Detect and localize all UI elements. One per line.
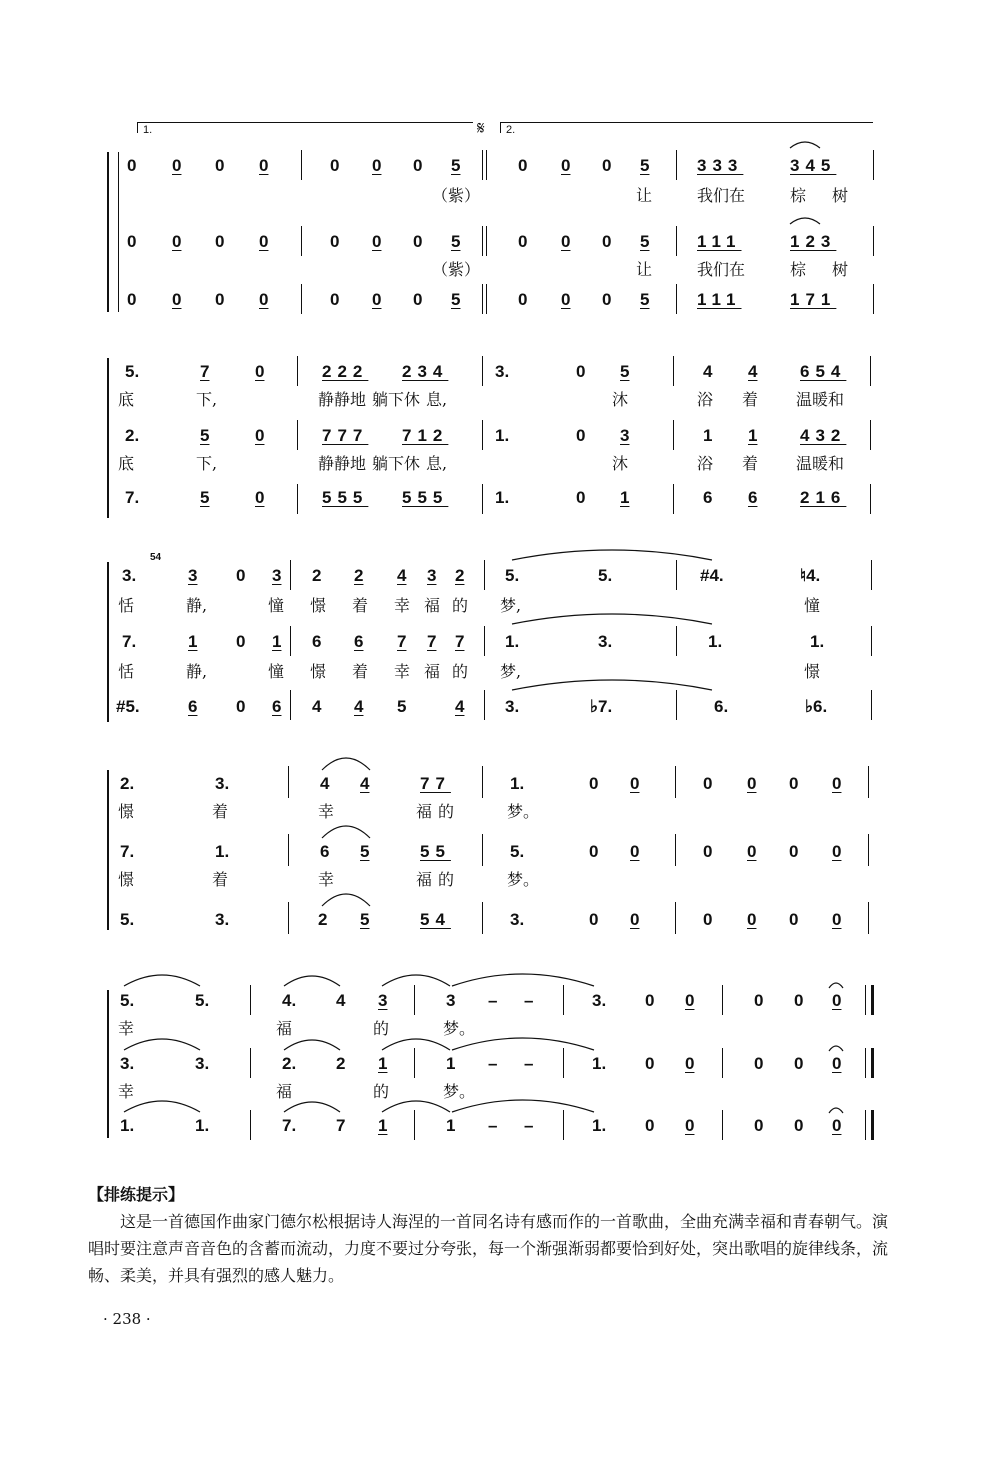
note: 1 (272, 632, 282, 651)
note: 2. (120, 774, 135, 793)
note: 654 (800, 362, 847, 381)
note: 1 (188, 632, 198, 651)
note: 77 (420, 774, 451, 793)
slur (284, 1040, 340, 1050)
note: 0 (236, 632, 246, 651)
lyric: 着 (352, 596, 369, 615)
note: – (488, 991, 498, 1010)
note: 216 (800, 488, 847, 507)
note: 7 (427, 632, 437, 651)
note: 0 (518, 290, 528, 309)
note: 1. (810, 632, 825, 651)
note: 0 (215, 232, 225, 251)
note: 1 (703, 426, 713, 445)
note: 5. (125, 362, 140, 381)
lyric: 躺下休 (372, 390, 421, 409)
lyric: 着 (212, 870, 229, 889)
note: 0 (413, 232, 423, 251)
slur (382, 1039, 450, 1050)
note: 234 (402, 362, 449, 381)
note: 3. (122, 566, 137, 585)
note: 1 (446, 1116, 456, 1135)
slur (452, 974, 594, 986)
note: 5 (451, 156, 461, 175)
note: – (524, 1116, 534, 1135)
lyric: 息, (426, 390, 448, 409)
lyric: 幸 (394, 596, 411, 615)
note: – (488, 1054, 498, 1073)
note: 0 (259, 232, 269, 251)
note: 0 (576, 426, 586, 445)
lyric: 幸 (394, 662, 411, 681)
note: 5 (397, 697, 407, 716)
note: 0 (789, 774, 799, 793)
note: 5. (195, 991, 210, 1010)
note: 0 (589, 774, 599, 793)
note: ♮4. (800, 566, 821, 585)
note: 6 (272, 697, 282, 716)
note: 0 (576, 362, 586, 381)
note: 222 (322, 362, 369, 381)
note: 5 (451, 290, 461, 309)
note: 55 (420, 842, 451, 861)
note: 123 (790, 232, 837, 251)
slur (124, 1039, 200, 1050)
lyric: 梦, (500, 596, 522, 615)
note: 0 (255, 488, 265, 507)
note: 111 (697, 232, 742, 251)
lyric: 底 (118, 454, 135, 473)
lyric: 梦。 (507, 802, 540, 821)
note: – (488, 1116, 498, 1135)
note: 5. (120, 991, 135, 1010)
note: 0 (754, 991, 764, 1010)
note: 5 (360, 842, 370, 861)
lyric: 让 (636, 186, 653, 205)
note: 5 (451, 232, 461, 251)
lyric: （紫） (432, 186, 481, 205)
lyric: 憧 (268, 662, 285, 681)
lyric: 息, (426, 454, 448, 473)
note: 555 (402, 488, 449, 507)
note: 2 (318, 910, 328, 929)
note: 1 (378, 1116, 388, 1135)
note: 0 (747, 910, 757, 929)
lyric: 树 (832, 186, 849, 205)
lyric: 下, (196, 390, 218, 409)
note: 7 (397, 632, 407, 651)
note: 0 (372, 232, 382, 251)
note: 7 (455, 632, 465, 651)
note: #4. (700, 566, 724, 585)
lyric: 我们在 (697, 186, 746, 205)
note: 0 (703, 774, 713, 793)
note: 0 (215, 156, 225, 175)
note: 111 (697, 290, 742, 309)
note: 5 (620, 362, 630, 381)
rehearsal-tips-text: 这是一首德国作曲家门德尔松根据诗人海涅的一首同名诗有感而作的一首歌曲，全曲充满幸福和青春朝气。演唱时要注意声音音色的含蓄而流动，力度不要过分夸张，每一个渐强渐弱都要恰到好处，突出歌唱的旋律线条，流畅、柔美，并具有强烈的感人魅力。 (88, 1212, 889, 1285)
note: 5 (640, 290, 650, 309)
slur (512, 680, 712, 690)
note: 1. (215, 842, 230, 861)
fermata (829, 1046, 843, 1051)
note: 0 (172, 156, 182, 175)
lyric: 着 (742, 390, 759, 409)
note: 2 (354, 566, 364, 585)
lyric: 恬 (118, 662, 135, 681)
note: 0 (832, 842, 842, 861)
lyric: 幸 (118, 1082, 135, 1101)
note: 2 (312, 566, 322, 585)
fermata (829, 983, 843, 988)
slur (284, 976, 340, 986)
note: 3. (598, 632, 613, 651)
lyric: 梦。 (443, 1082, 476, 1101)
note: 2 (455, 566, 465, 585)
note: 5. (505, 566, 520, 585)
lyric: 福 (276, 1082, 293, 1101)
note: 4 (455, 697, 465, 716)
note: 0 (630, 910, 640, 929)
lyric: 幸 (318, 870, 335, 889)
note: 0 (576, 488, 586, 507)
note: 2. (125, 426, 140, 445)
note: 0 (413, 156, 423, 175)
slur (382, 975, 450, 986)
slur (452, 1038, 594, 1050)
slur (512, 550, 712, 560)
lyric: 静, (186, 662, 208, 681)
note: 0 (794, 991, 804, 1010)
rehearsal-tips-heading: 【排练提示】 (88, 1185, 185, 1204)
note: 4 (312, 697, 322, 716)
note: 0 (630, 774, 640, 793)
note: 1. (495, 426, 510, 445)
lyric: 下, (196, 454, 218, 473)
note: 0 (789, 842, 799, 861)
note: 0 (518, 156, 528, 175)
note: 2. (282, 1054, 297, 1073)
note: 7. (282, 1116, 297, 1135)
note: 6 (312, 632, 322, 651)
slur (322, 826, 370, 838)
note: 0 (794, 1116, 804, 1135)
lyric: 憬 (310, 662, 327, 681)
note: 432 (800, 426, 847, 445)
lyric: 福的 (416, 870, 461, 889)
lyric: 躺下休 (372, 454, 421, 473)
note: 4. (282, 991, 297, 1010)
note: 345 (790, 156, 837, 175)
note: 4 (703, 362, 713, 381)
note: 0 (561, 290, 571, 309)
note: 3 (620, 426, 630, 445)
note: 6 (703, 488, 713, 507)
note: 0 (832, 910, 842, 929)
lyric: 梦。 (507, 870, 540, 889)
lyric: 着 (352, 662, 369, 681)
slur (512, 614, 712, 624)
note: 4 (397, 566, 407, 585)
note: 1. (195, 1116, 210, 1135)
note: 0 (794, 1054, 804, 1073)
note: 7 (336, 1116, 346, 1135)
note: 0 (832, 991, 842, 1010)
note: 6 (354, 632, 364, 651)
note: 7 (200, 362, 210, 381)
slur (790, 142, 820, 148)
note: 0 (754, 1054, 764, 1073)
note: 3 (427, 566, 437, 585)
note: 0 (645, 1116, 655, 1135)
second-ending-label: 2. (506, 124, 516, 136)
note: 2 (336, 1054, 346, 1073)
note: 1 (446, 1054, 456, 1073)
note: 0 (259, 290, 269, 309)
note: 3. (510, 910, 525, 929)
lyric: 我们在 (697, 260, 746, 279)
note: 0 (703, 842, 713, 861)
note: 0 (330, 232, 340, 251)
lyric: （紫） (432, 260, 481, 279)
note: 4 (320, 774, 330, 793)
note: 7. (125, 488, 140, 507)
note: 0 (645, 991, 655, 1010)
slur (124, 1101, 200, 1112)
lyric: 的 (373, 1019, 390, 1038)
lyric: 恬 (118, 596, 135, 615)
lyric: 憬 (118, 870, 135, 889)
note: 0 (602, 290, 612, 309)
note: 171 (790, 290, 837, 309)
note: 0 (789, 910, 799, 929)
note: 3. (215, 774, 230, 793)
note: – (524, 991, 534, 1010)
note: 0 (747, 842, 757, 861)
note: 0 (215, 290, 225, 309)
note: 1. (592, 1054, 607, 1073)
lyric: 静静地 (318, 454, 367, 473)
lyric: 的 (373, 1082, 390, 1101)
note: 4 (336, 991, 346, 1010)
note: – (524, 1054, 534, 1073)
note: 0 (630, 842, 640, 861)
lyric: 幸 (118, 1019, 135, 1038)
slur (322, 894, 370, 906)
note: 0 (255, 426, 265, 445)
note: 0 (832, 1116, 842, 1135)
note: 0 (561, 156, 571, 175)
note: #5. (116, 697, 140, 716)
lyric: 静, (186, 596, 208, 615)
lyric: 的 (452, 662, 469, 681)
lyric: 沐 (612, 454, 629, 473)
note: 0 (413, 290, 423, 309)
note: 54 (420, 910, 451, 929)
lyric: 幸 (318, 802, 335, 821)
note: 0 (127, 290, 137, 309)
first-ending-label: 1. (143, 124, 153, 136)
note: 0 (172, 232, 182, 251)
lyric: 温暖和 (796, 390, 845, 409)
note: 7. (120, 842, 135, 861)
lyric: 福的 (416, 802, 461, 821)
note: 0 (589, 910, 599, 929)
note: 712 (402, 426, 449, 445)
lyric: 浴 (697, 454, 714, 473)
lyric: 浴 (697, 390, 714, 409)
lyric: 静静地 (318, 390, 367, 409)
note: 0 (685, 1116, 695, 1135)
lyric: 福 (424, 662, 441, 681)
note: 1 (378, 1054, 388, 1073)
note: 0 (747, 774, 757, 793)
note: 0 (832, 1054, 842, 1073)
note: 0 (645, 1054, 655, 1073)
note: 3. (505, 697, 520, 716)
lyric: 福 (424, 596, 441, 615)
note: 3 (272, 566, 282, 585)
lyric: 让 (636, 260, 653, 279)
note: 0 (589, 842, 599, 861)
note: 0 (127, 156, 137, 175)
slur (322, 758, 370, 770)
note: 1. (592, 1116, 607, 1135)
note: ♭7. (590, 697, 613, 716)
note: 6 (320, 842, 330, 861)
lyric: 福 (276, 1019, 293, 1038)
slur (382, 1101, 450, 1112)
note: 0 (330, 156, 340, 175)
segno-sign: 𝄋 (477, 118, 485, 139)
note: 0 (172, 290, 182, 309)
note: 5 (640, 232, 650, 251)
note: 0 (685, 1054, 695, 1073)
note: 0 (561, 232, 571, 251)
fermata (829, 1108, 843, 1113)
lyric: 梦。 (443, 1019, 476, 1038)
note: 4 (360, 774, 370, 793)
note: 777 (322, 426, 369, 445)
note: 333 (697, 156, 744, 175)
lyric: 树 (832, 260, 849, 279)
lyric: 着 (212, 802, 229, 821)
note: 0 (236, 566, 246, 585)
note: 1. (708, 632, 723, 651)
note: 0 (754, 1116, 764, 1135)
slur (790, 218, 820, 224)
lyric: 底 (118, 390, 135, 409)
note: 1. (510, 774, 525, 793)
note: 6 (188, 697, 198, 716)
rehearsal-mark: 54 (150, 552, 162, 563)
lyric: 的 (452, 596, 469, 615)
note: 0 (685, 991, 695, 1010)
lyric: 棕 (790, 186, 807, 205)
note: 1. (495, 488, 510, 507)
note: 0 (372, 290, 382, 309)
slur (124, 975, 200, 986)
note: 4 (354, 697, 364, 716)
note: 0 (330, 290, 340, 309)
note: 1 (620, 488, 630, 507)
note: 5 (640, 156, 650, 175)
note: 3 (188, 566, 198, 585)
note: 0 (602, 232, 612, 251)
note: 0 (255, 362, 265, 381)
note: 5 (360, 910, 370, 929)
note: 0 (236, 697, 246, 716)
note: 0 (832, 774, 842, 793)
note: 6 (748, 488, 758, 507)
note: 5. (120, 910, 135, 929)
note: 1. (505, 632, 520, 651)
note: 5 (200, 488, 210, 507)
lyric: 憬 (804, 662, 821, 681)
note: 7. (122, 632, 137, 651)
note: 1 (748, 426, 758, 445)
note: 3. (215, 910, 230, 929)
note: ♭6. (805, 697, 828, 716)
note: 3. (120, 1054, 135, 1073)
note: 3. (495, 362, 510, 381)
note: 5. (598, 566, 613, 585)
note: 1. (120, 1116, 135, 1135)
note: 6. (714, 697, 729, 716)
note: 3 (378, 991, 388, 1010)
note: 5. (510, 842, 525, 861)
note: 0 (259, 156, 269, 175)
lyric: 棕 (790, 260, 807, 279)
lyric: 憧 (268, 596, 285, 615)
page-number: · 238 · (103, 1310, 151, 1328)
lyric: 梦, (500, 662, 522, 681)
slur (284, 1102, 340, 1112)
lyric: 温暖和 (796, 454, 845, 473)
note: 3. (592, 991, 607, 1010)
lyric: 憧 (804, 596, 821, 615)
note: 0 (602, 156, 612, 175)
note: 0 (372, 156, 382, 175)
lyric: 憬 (118, 802, 135, 821)
note: 0 (518, 232, 528, 251)
note: 555 (322, 488, 369, 507)
note: 5 (200, 426, 210, 445)
lyric: 沐 (612, 390, 629, 409)
note: 3 (446, 991, 456, 1010)
note: 4 (748, 362, 758, 381)
lyric: 憬 (310, 596, 327, 615)
lyric: 着 (742, 454, 759, 473)
note: 0 (127, 232, 137, 251)
note: 3. (195, 1054, 210, 1073)
slur (452, 1100, 594, 1112)
note: 0 (703, 910, 713, 929)
